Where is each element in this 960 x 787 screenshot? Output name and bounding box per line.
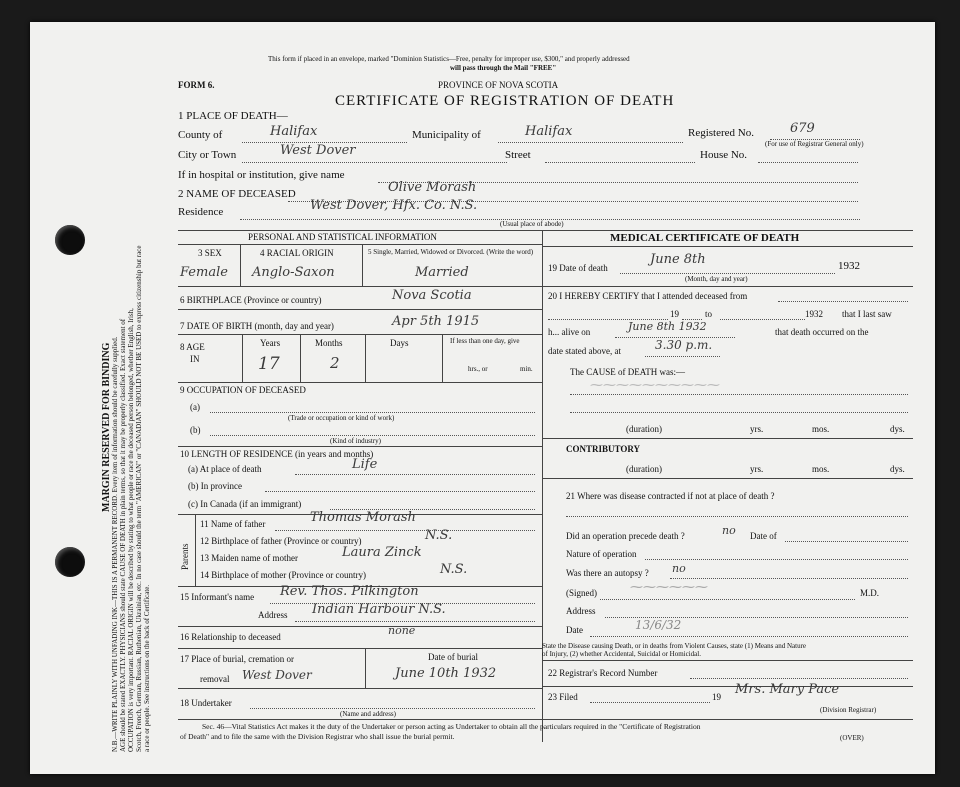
burial-place-value: West Dover <box>242 668 312 682</box>
mail-notice-line1: This form if placed in an envelope, marked "Dominion Statistics—Free, penalty for improper use, $300," and properly addressed <box>268 55 630 63</box>
burial-date-value: June 10th 1932 <box>395 666 497 681</box>
mos-label-2: mos. <box>812 464 830 474</box>
signature-date-label: Date <box>566 625 583 635</box>
dys-label-1: dys. <box>890 424 905 434</box>
punch-hole-top <box>55 225 85 255</box>
physician-address-label: Address <box>566 606 596 616</box>
occupation-label: 9 OCCUPATION OF DECEASED <box>180 385 306 395</box>
mos-label-1: mos. <box>812 424 830 434</box>
dob-value: Apr 5th 1915 <box>392 314 480 329</box>
personal-section-title: PERSONAL AND STATISTICAL INFORMATION <box>248 232 437 242</box>
physician-signature: ⁓⁓⁓⁓⁓⁓ <box>630 580 708 595</box>
min-label: min. <box>520 365 533 373</box>
medical-section-title: MEDICAL CERTIFICATE OF DEATH <box>610 232 800 244</box>
county-value: Halifax <box>270 124 318 139</box>
undertaker-note: (Name and address) <box>340 710 396 718</box>
mail-notice-line2: will pass through the Mail "FREE" <box>450 64 557 72</box>
father-name-label: 11 Name of father <box>200 519 266 529</box>
father-birthplace-value: N.S. <box>425 528 453 543</box>
nature-operation-label: Nature of operation <box>566 549 637 559</box>
signature-date-value: 13/6/32 <box>635 618 682 632</box>
to-year: 1932 <box>805 309 823 319</box>
deceased-name-label: 2 NAME OF DECEASED <box>178 188 296 200</box>
date-above-label: date stated above, at <box>548 346 621 356</box>
alive-on-label: h... alive on <box>548 327 591 337</box>
date-of-death-value: June 8th <box>650 252 706 267</box>
informant-label: 15 Informant's name <box>180 592 255 602</box>
days-label: Days <box>390 338 409 348</box>
to-label: to <box>705 309 713 319</box>
autopsy-label: Was there an autopsy ? <box>566 568 649 578</box>
mother-birthplace-value: N.S. <box>440 562 468 577</box>
autopsy-value: no <box>672 562 686 575</box>
burial-date-label: Date of burial <box>428 652 478 662</box>
death-occurred-label: that death occurred on the <box>775 327 869 337</box>
occupation-a: (a) <box>190 402 200 412</box>
informant-address-value: Indian Harbour N.S. <box>312 602 446 617</box>
city-label: City or Town <box>178 149 237 161</box>
street-label: Street <box>505 149 531 161</box>
residence-value: West Dover, Hfx. Co. N.S. <box>310 198 478 213</box>
occupation-a-note: (Trade or occupation or kind of work) <box>288 414 395 422</box>
residence-label: Residence <box>178 206 224 218</box>
county-label: County of <box>178 129 223 141</box>
racial-value: Anglo-Saxon <box>252 265 335 280</box>
place-of-death-label: 1 PLACE OF DEATH— <box>178 110 288 122</box>
margin-instructions-1: N.B.—WRITE PLAINLY WITH UNFADING INK—THIS IS A PERMANENT RECORD. Every item of information should be carefully supplied. <box>111 336 119 752</box>
section-46-line2: of Death" and to file the same with the Division Registrar who shall issue the burial permit. <box>180 732 455 741</box>
age-in-label: IN <box>190 354 200 364</box>
date-of-death-year: 1932 <box>838 260 860 272</box>
birthplace-value: Nova Scotia <box>392 288 472 303</box>
certificate-title: CERTIFICATE OF REGISTRATION OF DEATH <box>335 93 675 109</box>
months-label: Months <box>315 338 343 348</box>
months-value: 2 <box>330 354 340 372</box>
hrs-label: hrs., or <box>468 365 488 373</box>
mother-name-label: 13 Maiden name of mother <box>200 553 298 563</box>
marital-label: 5 Single, Married, Widowed or Divorced. (Write the word) <box>368 248 534 256</box>
filed-signature: Mrs. Mary Pace <box>735 682 840 697</box>
month-day-year-note: (Month, day and year) <box>685 275 748 283</box>
state-disease-note-1: State the Disease causing Death, or in deaths from Violent Causes, state (1) Means and Nature <box>542 642 807 650</box>
last-saw-label: that I last saw <box>842 309 892 319</box>
municipality-label: Municipality of <box>412 129 481 141</box>
length-residence-label: 10 LENGTH OF RESIDENCE (in years and months) <box>180 449 374 459</box>
date-of-death-label: 19 Date of death <box>548 263 608 273</box>
undertaker-label: 18 Undertaker <box>180 698 232 708</box>
province-heading: PROVINCE OF NOVA SCOTIA <box>438 80 559 90</box>
q21-label: 21 Where was disease contracted if not at place of death ? <box>566 491 775 501</box>
birthplace-label: 6 BIRTHPLACE (Province or country) <box>180 295 322 305</box>
city-value: West Dover <box>280 143 356 158</box>
duration-label-1: (duration) <box>626 424 662 434</box>
informant-value: Rev. Thos. Pilkington <box>280 584 419 599</box>
house-label: House No. <box>700 149 748 161</box>
racial-label: 4 RACIAL ORIGIN <box>260 248 334 258</box>
signed-label: (Signed) <box>566 588 597 598</box>
informant-address-label: Address <box>258 610 288 620</box>
length-a-label: (a) At place of death <box>188 464 262 474</box>
father-name-value: Thomas Morash <box>310 510 416 525</box>
division-registrar-note: (Division Registrar) <box>820 706 877 714</box>
margin-instructions-4: Scotch, French, German, Russian, Ruthenian, Ukrainian, etc. In no case should the term "AMERICAN" or "CANADIAN" SHOULD NOT BE USED to express citizenship but race <box>135 245 143 752</box>
registrar-record-label: 22 Registrar's Record Number <box>548 668 658 678</box>
parents-label: Parents <box>180 543 190 570</box>
usual-place-note: (Usual place of abode) <box>500 220 564 228</box>
length-a-value: Life <box>352 457 378 472</box>
yrs-label-1: yrs. <box>750 424 764 434</box>
filed-year: 19 <box>712 692 721 702</box>
years-value: 17 <box>258 354 280 374</box>
mother-name-value: Laura Zinck <box>342 545 422 560</box>
relationship-value: none <box>388 624 416 637</box>
margin-instructions-5: a race or people. See instructions on the back of Certificate. <box>143 584 151 752</box>
certify-label: 20 I HEREBY CERTIFY that I attended deceased from <box>548 291 748 301</box>
burial-label-1: 17 Place of burial, cremation or <box>180 654 294 664</box>
state-disease-note-2: of Injury, (2) whether Accidental, Suicidal or Homicidal. <box>542 650 701 658</box>
md-label: M.D. <box>860 588 880 598</box>
margin-reserved: MARGIN RESERVED FOR BINDING <box>101 342 112 512</box>
hospital-label: If in hospital or institution, give name <box>178 169 345 181</box>
length-b-label: (b) In province <box>188 481 242 491</box>
margin-instructions-3: OCCUPATION is very important. RACIAL ORIGIN will be described by stating to what people or race the deceased person belonged, whether English, Irish, <box>127 308 135 752</box>
date-above-value: 3.30 p.m. <box>655 338 713 352</box>
less-than-day-label: If less than one day, give <box>450 337 520 345</box>
sex-label: 3 SEX <box>198 248 222 258</box>
cause-scrawl: ⁓⁓⁓⁓⁓⁓⁓⁓⁓⁓ <box>590 378 720 393</box>
over-label: (OVER) <box>840 734 864 742</box>
burial-label-2: removal <box>200 674 230 684</box>
years-label: Years <box>260 338 281 348</box>
section-46-line1: Sec. 46—Vital Statistics Act makes it the duty of the Undertaker or person acting as Undertaker to obtain all the particulars required in the "Certificate of Registration <box>202 722 701 731</box>
alive-on-value: June 8th 1932 <box>628 320 707 333</box>
yrs-label-2: yrs. <box>750 464 764 474</box>
duration-label-2: (duration) <box>626 464 662 474</box>
certificate-page <box>30 22 935 774</box>
deceased-name-value: Olive Morash <box>388 180 477 195</box>
form-number: FORM 6. <box>178 80 215 90</box>
relationship-label: 16 Relationship to deceased <box>180 632 281 642</box>
occupation-b: (b) <box>190 425 201 435</box>
dys-label-2: dys. <box>890 464 905 474</box>
sex-value: Female <box>180 265 228 280</box>
registrar-note: (For use of Registrar General only) <box>765 140 864 148</box>
marital-value: Married <box>415 265 469 280</box>
registered-value: 679 <box>790 121 815 136</box>
mother-birthplace-label: 14 Birthplace of mother (Province or country) <box>200 570 366 580</box>
margin-instructions-2: AGE should be stated EXACTLY. PHYSICIANS should state CAUSE OF DEATH in plain terms, so that it may be properly classified. Exact statement of <box>119 318 127 752</box>
filed-label: 23 Filed <box>548 692 578 702</box>
date-of-label: Date of <box>750 531 777 541</box>
length-c-label: (c) In Canada (if an immigrant) <box>188 499 302 509</box>
contributory-label: CONTRIBUTORY <box>566 444 641 454</box>
cause-of-death-label: The CAUSE of DEATH was:— <box>570 367 685 377</box>
registered-label: Registered No. <box>688 127 754 139</box>
dob-label: 7 DATE OF BIRTH (month, day and year) <box>180 321 334 331</box>
q22-label: Did an operation precede death ? <box>566 531 685 541</box>
age-label: 8 AGE <box>180 342 205 352</box>
father-birthplace-label: 12 Birthplace of father (Province or country) <box>200 536 362 546</box>
from-year: 19 <box>670 309 679 319</box>
punch-hole-bottom <box>55 547 85 577</box>
q22-value: no <box>722 524 736 537</box>
municipality-value: Halifax <box>525 124 573 139</box>
occupation-b-note: (Kind of industry) <box>330 437 381 445</box>
